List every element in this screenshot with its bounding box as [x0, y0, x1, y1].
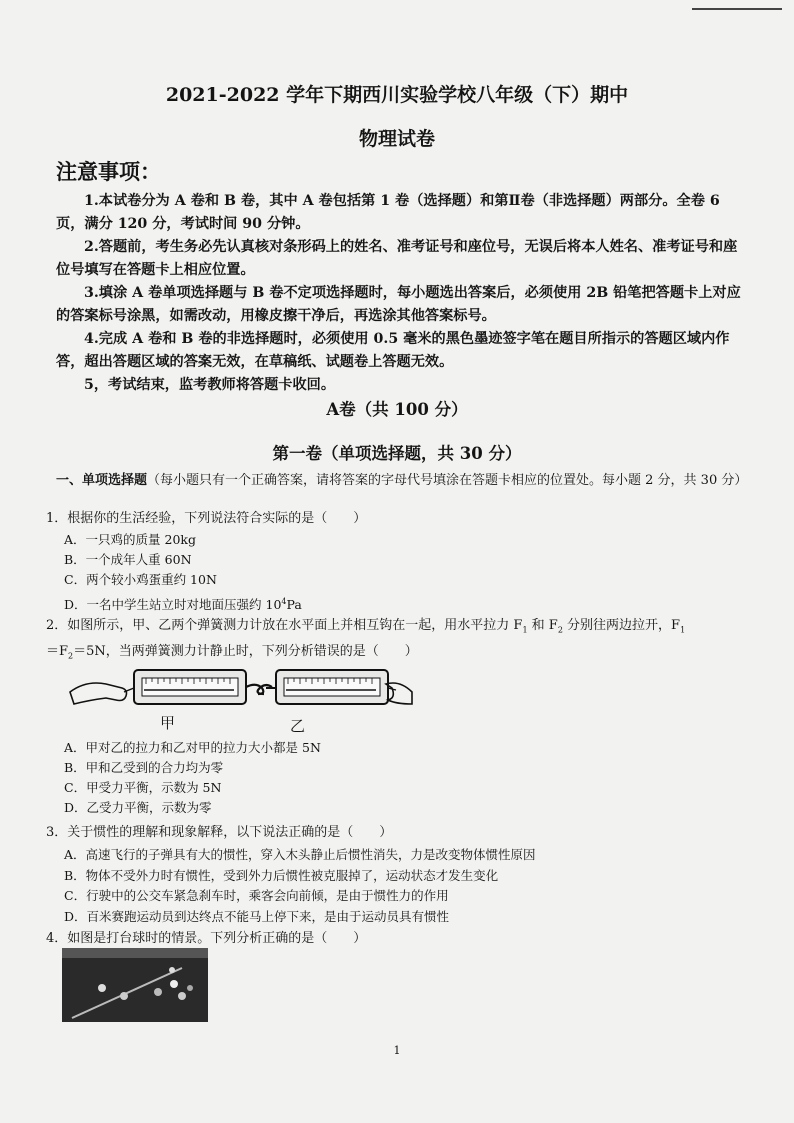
question-1-option-a: A．一只鸡的质量 20kg	[64, 532, 196, 547]
subscript: 2	[68, 651, 74, 661]
notice-item: 1.本试卷分为 A 卷和 B 卷，其中 A 卷包括第 1 卷（选择题）和第Ⅱ卷（非选择题）两部分。全卷 6 页，满分 120 分，考试时间 90 分钟。	[56, 193, 720, 232]
subscript: 1	[522, 625, 528, 635]
notice-item: 2.答题前，考生务必先认真核对条形码上的姓名、准考证号和座位号，无误后将本人姓名、准考证号和座位号填写在答题卡上相应位置。	[56, 239, 738, 278]
exam-subtitle: 物理试卷	[358, 128, 435, 150]
part-intro	[56, 470, 750, 491]
question-3-option-b: B．物体不受外力时有惯性，受到外力后惯性被克服掉了，运动状态才发生变化	[64, 868, 499, 883]
part-intro-label: 一、单项选择题	[56, 473, 148, 488]
question-3-stem: 3．关于惯性的理解和现象解释，以下说法正确的是（ ）	[46, 825, 393, 840]
question-2-option-c: C．甲受力平衡，示数为 5N	[64, 780, 222, 795]
billiards-photo-drawing	[62, 948, 208, 1022]
stem-part: 2．如图所示，甲、乙两个弹簧测力计放在水平面上并相互钩在一起，用水平拉力 F	[46, 618, 523, 633]
scan-mark	[692, 8, 782, 10]
figure-label-jia: 甲	[160, 714, 176, 732]
part-intro-text: （每小题只有一个正确答案，请将答案的字母代号填涂在答题卡相应的位置处。每小题 2 分，共 30 分）	[147, 473, 748, 488]
notice-item: 3.填涂 A 卷单项选择题与 B 卷不定项选择题时，每小题选出答案后，必须使用 2B 铅笔把答题卡上对应的答案标号涂黑，如需改动，用橡皮擦干净后，再选涂其他答案标号。	[56, 285, 741, 324]
spring-scale-figure	[66, 658, 416, 714]
part-one-title: 第一卷（单项选择题，共 30 分）	[272, 444, 522, 463]
page-number: 1	[393, 1044, 401, 1057]
notice-list	[56, 190, 742, 397]
figure-label-yi: 乙	[290, 717, 306, 735]
billiards-photo	[62, 948, 208, 1022]
notice-item: 4.完成 A 卷和 B 卷的非选择题时，必须使用 0.5 毫米的黑色墨迹签字笔在题目所指示的答题区域内作答，超出答题区域的答案无效，在草稿纸、试题卷上答题无效。	[56, 331, 730, 370]
option-d-text: D．一名中学生站立时对地面压强约 10	[64, 597, 282, 613]
question-1-option-b: B．一个成年人重 60N	[64, 552, 192, 567]
notice-item: 5，考试结束，监考教师将答题卡收回。	[84, 377, 336, 393]
question-1-option-d	[64, 592, 302, 615]
exam-title: 2021-2022 学年下期西川实验学校八年级（下）期中	[165, 84, 629, 106]
question-4-stem: 4．如图是打台球时的情景。下列分析正确的是（ ）	[46, 931, 367, 946]
stem-part: 和 F	[527, 618, 558, 633]
question-3-option-c: C．行驶中的公交车紧急刹车时，乘客会向前倾，是由于惯性力的作用	[64, 888, 449, 903]
stem-part: ＝5N，当两弹簧测力计静止时，下列分析错误的是（ ）	[73, 643, 418, 659]
question-2-option-d: D．乙受力平衡，示数为零	[64, 800, 212, 815]
option-d-unit: Pa	[286, 597, 302, 613]
question-3-option-a: A．高速飞行的子弹具有大的惯性，穿入木头静止后惯性消失，力是改变物体惯性原因	[64, 847, 536, 862]
question-2-option-a: A．甲对乙的拉力和乙对甲的拉力大小都是 5N	[64, 740, 321, 755]
question-3-option-d: D．百米赛跑运动员到达终点不能马上停下来，是由于运动员具有惯性	[64, 909, 450, 924]
stem-part: ＝F	[46, 643, 69, 659]
question-1-stem: 1．根据你的生活经验，下列说法符合实际的是（ ）	[46, 511, 367, 526]
stem-part: 分别往两边拉开，F	[562, 618, 681, 633]
option-d-exponent: 4	[281, 597, 287, 606]
question-2-option-b: B．甲和乙受到的合力均为零	[64, 760, 224, 775]
notice-heading: 注意事项：	[56, 159, 161, 184]
subscript: 2	[557, 625, 563, 635]
subscript: 1	[680, 625, 686, 635]
section-a-title: A卷（共 100 分）	[326, 400, 468, 419]
question-1-option-c: C．两个较小鸡蛋重约 10N	[64, 572, 217, 587]
